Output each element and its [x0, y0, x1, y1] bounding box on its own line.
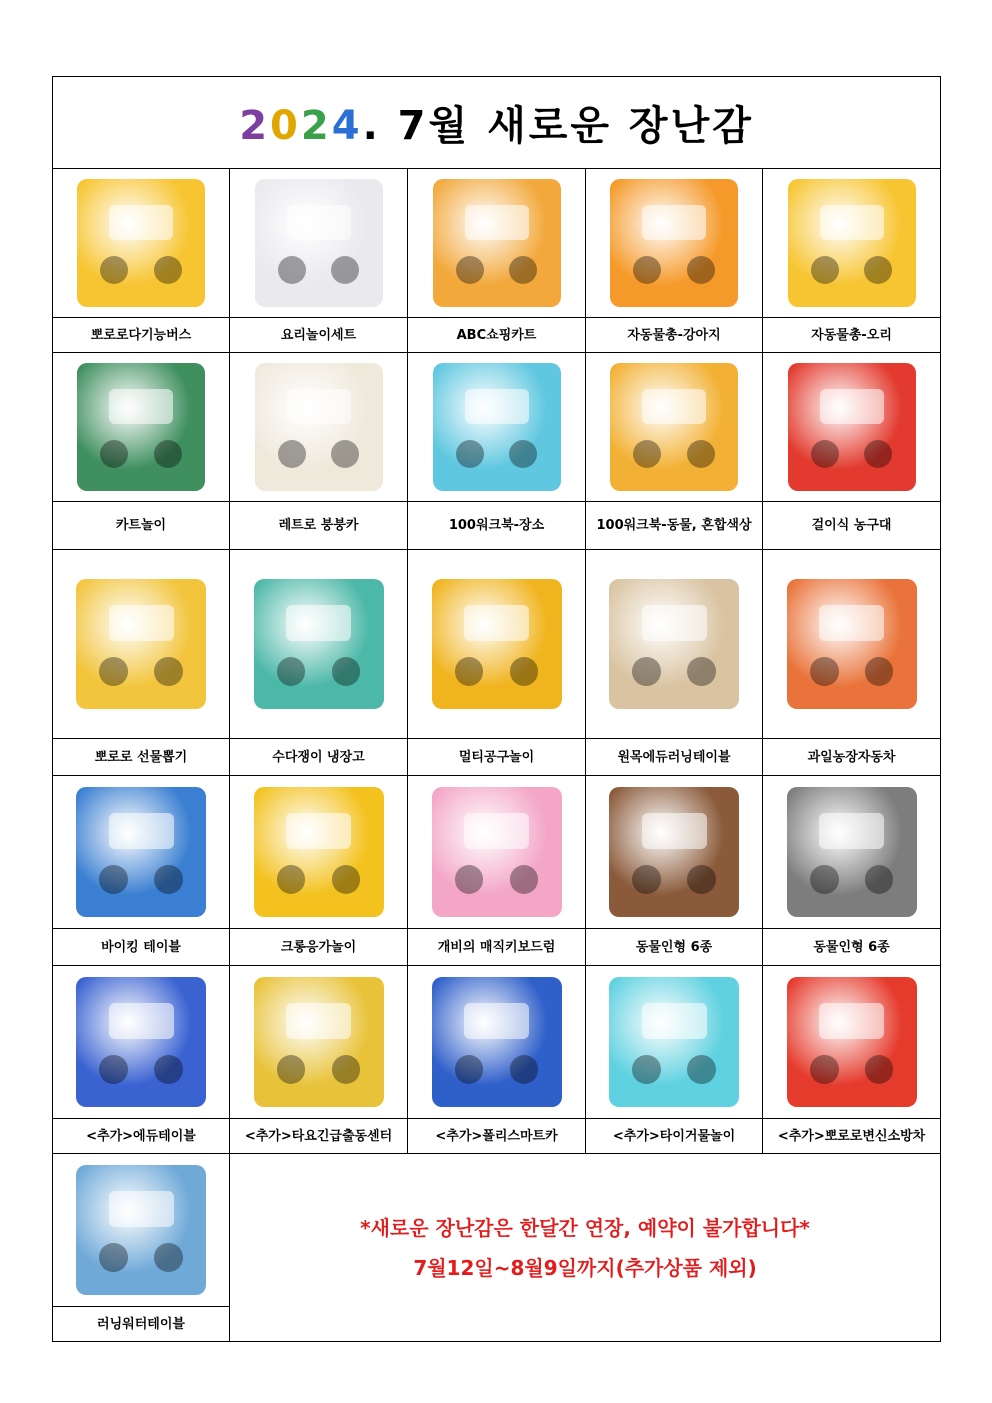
- activity-walker-icon: [76, 977, 206, 1107]
- notice-line: *새로운 장난감은 한달간 연장, 예약이 불가합니다*: [360, 1215, 810, 1240]
- toy-image-cell: [408, 169, 586, 318]
- toy-label: 과일농장자동차: [763, 739, 941, 776]
- claw-machine-toy-icon: [76, 579, 206, 709]
- toy-image-cell: [586, 169, 763, 318]
- mixing-bowl-toy-icon: [255, 179, 383, 307]
- toy-label: 자동물총-오리: [763, 318, 941, 353]
- toy-label: 카트놀이: [53, 502, 230, 550]
- toy-image-cell: [586, 776, 763, 929]
- fire-station-toy-icon: [787, 977, 917, 1107]
- toy-image-cell: [53, 1154, 230, 1307]
- toy-image-cell: [763, 353, 941, 502]
- toy-label: <추가>타이거물놀이: [586, 1119, 763, 1154]
- year-digit: 0: [270, 103, 301, 149]
- toy-label: 동물인형 6종: [586, 929, 763, 966]
- toy-image-cell: [53, 776, 230, 929]
- toy-label: 동물인형 6종: [763, 929, 941, 966]
- year-digit: 2: [239, 103, 271, 149]
- title-text: . 7월 새로운 장난감: [362, 103, 754, 149]
- workbook-places-icon: [433, 363, 561, 491]
- toy-label: 뽀로로 선물뽑기: [53, 739, 230, 776]
- keyboard-drum-icon: [432, 787, 562, 917]
- toy-image-cell: [586, 353, 763, 502]
- toy-table: [52, 76, 941, 1342]
- toy-label: 수다쟁이 냉장고: [230, 739, 408, 776]
- toy-label: ABC쇼핑카트: [408, 318, 586, 353]
- puppy-water-gun-icon: [610, 179, 738, 307]
- carrot-farm-toy-icon: [787, 579, 917, 709]
- toy-label: <추가>에듀테이블: [53, 1119, 230, 1154]
- toy-fridge-icon: [254, 579, 384, 709]
- toy-image-cell: [230, 169, 408, 318]
- year-digit: 2: [300, 103, 332, 149]
- toy-image-cell: [53, 353, 230, 502]
- page-title: [239, 103, 754, 149]
- image-row: [53, 966, 941, 1119]
- tool-bench-toy-icon: [432, 579, 562, 709]
- toy-image-cell: [53, 966, 230, 1119]
- toy-image-cell: [408, 353, 586, 502]
- tayo-rescue-center-icon: [254, 977, 384, 1107]
- toy-label: 100워크북-장소: [408, 502, 586, 550]
- crong-toy-box-icon: [254, 787, 384, 917]
- toy-label: 러닝워터테이블: [53, 1307, 230, 1342]
- running-water-table-icon: [76, 1165, 206, 1295]
- title-cell: [53, 77, 941, 169]
- animal-figures-icon: [609, 787, 739, 917]
- toy-label: 바이킹 테이블: [53, 929, 230, 966]
- toy-image-cell: [763, 776, 941, 929]
- image-row: [53, 550, 941, 739]
- notice-cell: [230, 1154, 941, 1342]
- label-row: [53, 739, 941, 776]
- label-row: [53, 318, 941, 353]
- toy-label: <추가>폴리스마트카: [408, 1119, 586, 1154]
- yellow-bus-toy-icon: [77, 179, 205, 307]
- toy-label: 멀티공구놀이: [408, 739, 586, 776]
- water-play-table-icon: [76, 787, 206, 917]
- toy-image-cell: [53, 169, 230, 318]
- toy-label: <추가>뽀로로변신소방차: [763, 1119, 941, 1154]
- toy-label: 100워크북-동물, 혼합색상: [586, 502, 763, 550]
- toy-sheet: [52, 76, 940, 1342]
- image-row: [53, 169, 941, 318]
- toy-label: 원목에듀러닝테이블: [586, 739, 763, 776]
- label-row: [53, 1119, 941, 1154]
- poli-smart-car-icon: [432, 977, 562, 1107]
- ride-on-car-icon: [255, 363, 383, 491]
- toy-label: 걸이식 농구대: [763, 502, 941, 550]
- year-digit: 4: [331, 103, 363, 149]
- toy-image-cell: [230, 353, 408, 502]
- image-row: [53, 353, 941, 502]
- toy-image-cell: [408, 966, 586, 1119]
- wooden-activity-table-icon: [609, 579, 739, 709]
- workbook-animals-icon: [610, 363, 738, 491]
- toy-label: 자동물총-강아지: [586, 318, 763, 353]
- toy-image-cell: [408, 776, 586, 929]
- toy-image-cell: [230, 550, 408, 739]
- toy-label: 크롱응가놀이: [230, 929, 408, 966]
- toy-image-cell: [408, 550, 586, 739]
- toy-label: 개비의 매직키보드럼: [408, 929, 586, 966]
- toy-image-cell: [763, 966, 941, 1119]
- toy-image-cell: [763, 169, 941, 318]
- toy-image-cell: [586, 966, 763, 1119]
- toy-label: 레트로 붕붕카: [230, 502, 408, 550]
- label-row: [53, 929, 941, 966]
- duck-water-gun-icon: [788, 179, 916, 307]
- label-row: [53, 502, 941, 550]
- image-row: [53, 776, 941, 929]
- basketball-hoop-icon: [788, 363, 916, 491]
- notice-dates: 7월12일~8월9일까지(추가상품 제외): [413, 1255, 757, 1280]
- toy-label: 뽀로로다기능버스: [53, 318, 230, 353]
- toy-label: 요리놀이세트: [230, 318, 408, 353]
- toy-image-cell: [586, 550, 763, 739]
- toy-image-cell: [53, 550, 230, 739]
- toy-label: <추가>타요긴급출동센터: [230, 1119, 408, 1154]
- toy-image-cell: [230, 776, 408, 929]
- animal-figures-icon: [787, 787, 917, 917]
- toy-image-cell: [230, 966, 408, 1119]
- toy-image-cell: [763, 550, 941, 739]
- shopping-basket-toy-icon: [433, 179, 561, 307]
- shopping-cart-toy-icon: [77, 363, 205, 491]
- water-table-tiger-icon: [609, 977, 739, 1107]
